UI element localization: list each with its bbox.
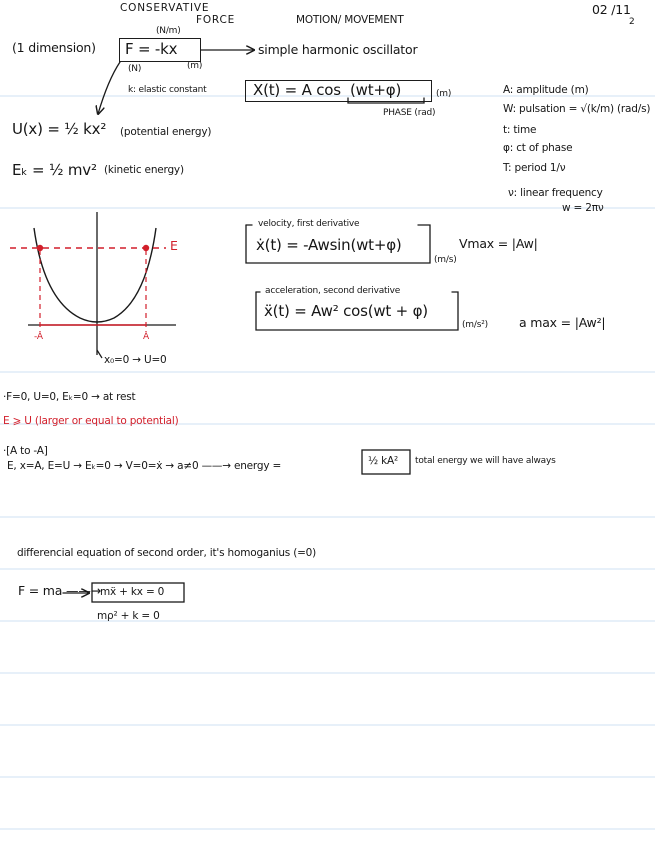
velocity-caption: velocity, first derivative bbox=[258, 219, 360, 229]
title-line-1: CONSERVATIVE bbox=[120, 2, 210, 14]
position-formula: X(t) = A cos bbox=[253, 81, 341, 99]
page-number: 2 bbox=[629, 17, 635, 27]
unit-k: (N/m) bbox=[156, 26, 181, 36]
dimension-note: (1 dimension) bbox=[12, 40, 96, 55]
page-date: 02 /11 bbox=[592, 2, 631, 17]
differential-equation: mẍ + kx = 0 bbox=[100, 586, 165, 598]
force-formula: F = -kx bbox=[125, 40, 178, 58]
potential-energy-formula: U(x) = ½ kx² bbox=[12, 120, 107, 138]
kinetic-energy-label: (kinetic energy) bbox=[104, 164, 184, 176]
newton-law: F = ma ——→ bbox=[18, 583, 101, 598]
phase-label: PHASE (rad) bbox=[383, 108, 436, 118]
graph-left-mark: -A bbox=[34, 332, 43, 342]
graph-origin-note: x₀=0 → U=0 bbox=[104, 354, 167, 366]
differential-description: differencial equation of second order, it's homoganius (=0) bbox=[17, 547, 317, 559]
phase-underline bbox=[348, 98, 424, 103]
definition-pulsation: W: pulsation = √(k/m) (rad/s) bbox=[503, 103, 651, 115]
left-intersection-dot bbox=[37, 245, 43, 251]
acceleration-max: a max = |Aw²| bbox=[519, 315, 606, 330]
definition-phase-constant: φ: ct of phase bbox=[503, 142, 573, 154]
unit-m: (m) bbox=[187, 61, 203, 71]
unit-force: (N) bbox=[128, 64, 142, 74]
acceleration-formula: ẍ(t) = Aw² cos(wt + φ) bbox=[264, 302, 428, 320]
graph-right-mark: A bbox=[143, 332, 149, 342]
definition-time: t: time bbox=[503, 124, 537, 136]
energy-condition-note: E ⩾ U (larger or equal to potential) bbox=[3, 415, 179, 427]
acceleration-caption: acceleration, second derivative bbox=[265, 286, 401, 296]
velocity-unit: (m/s) bbox=[434, 255, 457, 265]
phase-expression: (wt+φ) bbox=[350, 81, 402, 99]
interval-note: ·[A to -A] bbox=[3, 445, 48, 457]
graph-energy-label: E bbox=[170, 238, 178, 253]
velocity-max: Vmax = |Aw| bbox=[459, 236, 538, 251]
arrow-to-potential bbox=[98, 62, 120, 114]
subject-heading: MOTION/ MOVEMENT bbox=[296, 14, 404, 26]
acceleration-unit: (m/s²) bbox=[462, 320, 488, 330]
definition-omega-relation: w = 2πν bbox=[562, 202, 604, 214]
velocity-formula: ẋ(t) = -Awsin(wt+φ) bbox=[256, 236, 402, 254]
parabola-curve bbox=[34, 228, 156, 322]
potential-energy-label: (potential energy) bbox=[120, 126, 212, 138]
title-line-2: FORCE bbox=[196, 14, 236, 26]
energy-chain: E, x=A, E=U → Eₖ=0 → V=0=ẋ → a≠0 ——→ energy = bbox=[7, 460, 282, 472]
definition-period: T: period 1/ν bbox=[503, 162, 566, 174]
rest-note: ·F=0, U=0, Eₖ=0 → at rest bbox=[3, 391, 136, 403]
definition-linear-frequency: ν: linear frequency bbox=[508, 187, 603, 199]
kinetic-energy-formula: Eₖ = ½ mv² bbox=[12, 161, 97, 179]
right-intersection-dot bbox=[143, 245, 149, 251]
total-energy-note: total energy we will have always bbox=[415, 456, 556, 466]
position-unit: (m) bbox=[436, 89, 452, 99]
k-definition: k: elastic constant bbox=[128, 85, 207, 95]
definition-amplitude: A: amplitude (m) bbox=[503, 84, 589, 96]
characteristic-equation: mρ² + k = 0 bbox=[97, 610, 160, 622]
total-energy-formula: ½ kA² bbox=[368, 455, 398, 467]
sho-label: simple harmonic oscillator bbox=[258, 42, 418, 57]
